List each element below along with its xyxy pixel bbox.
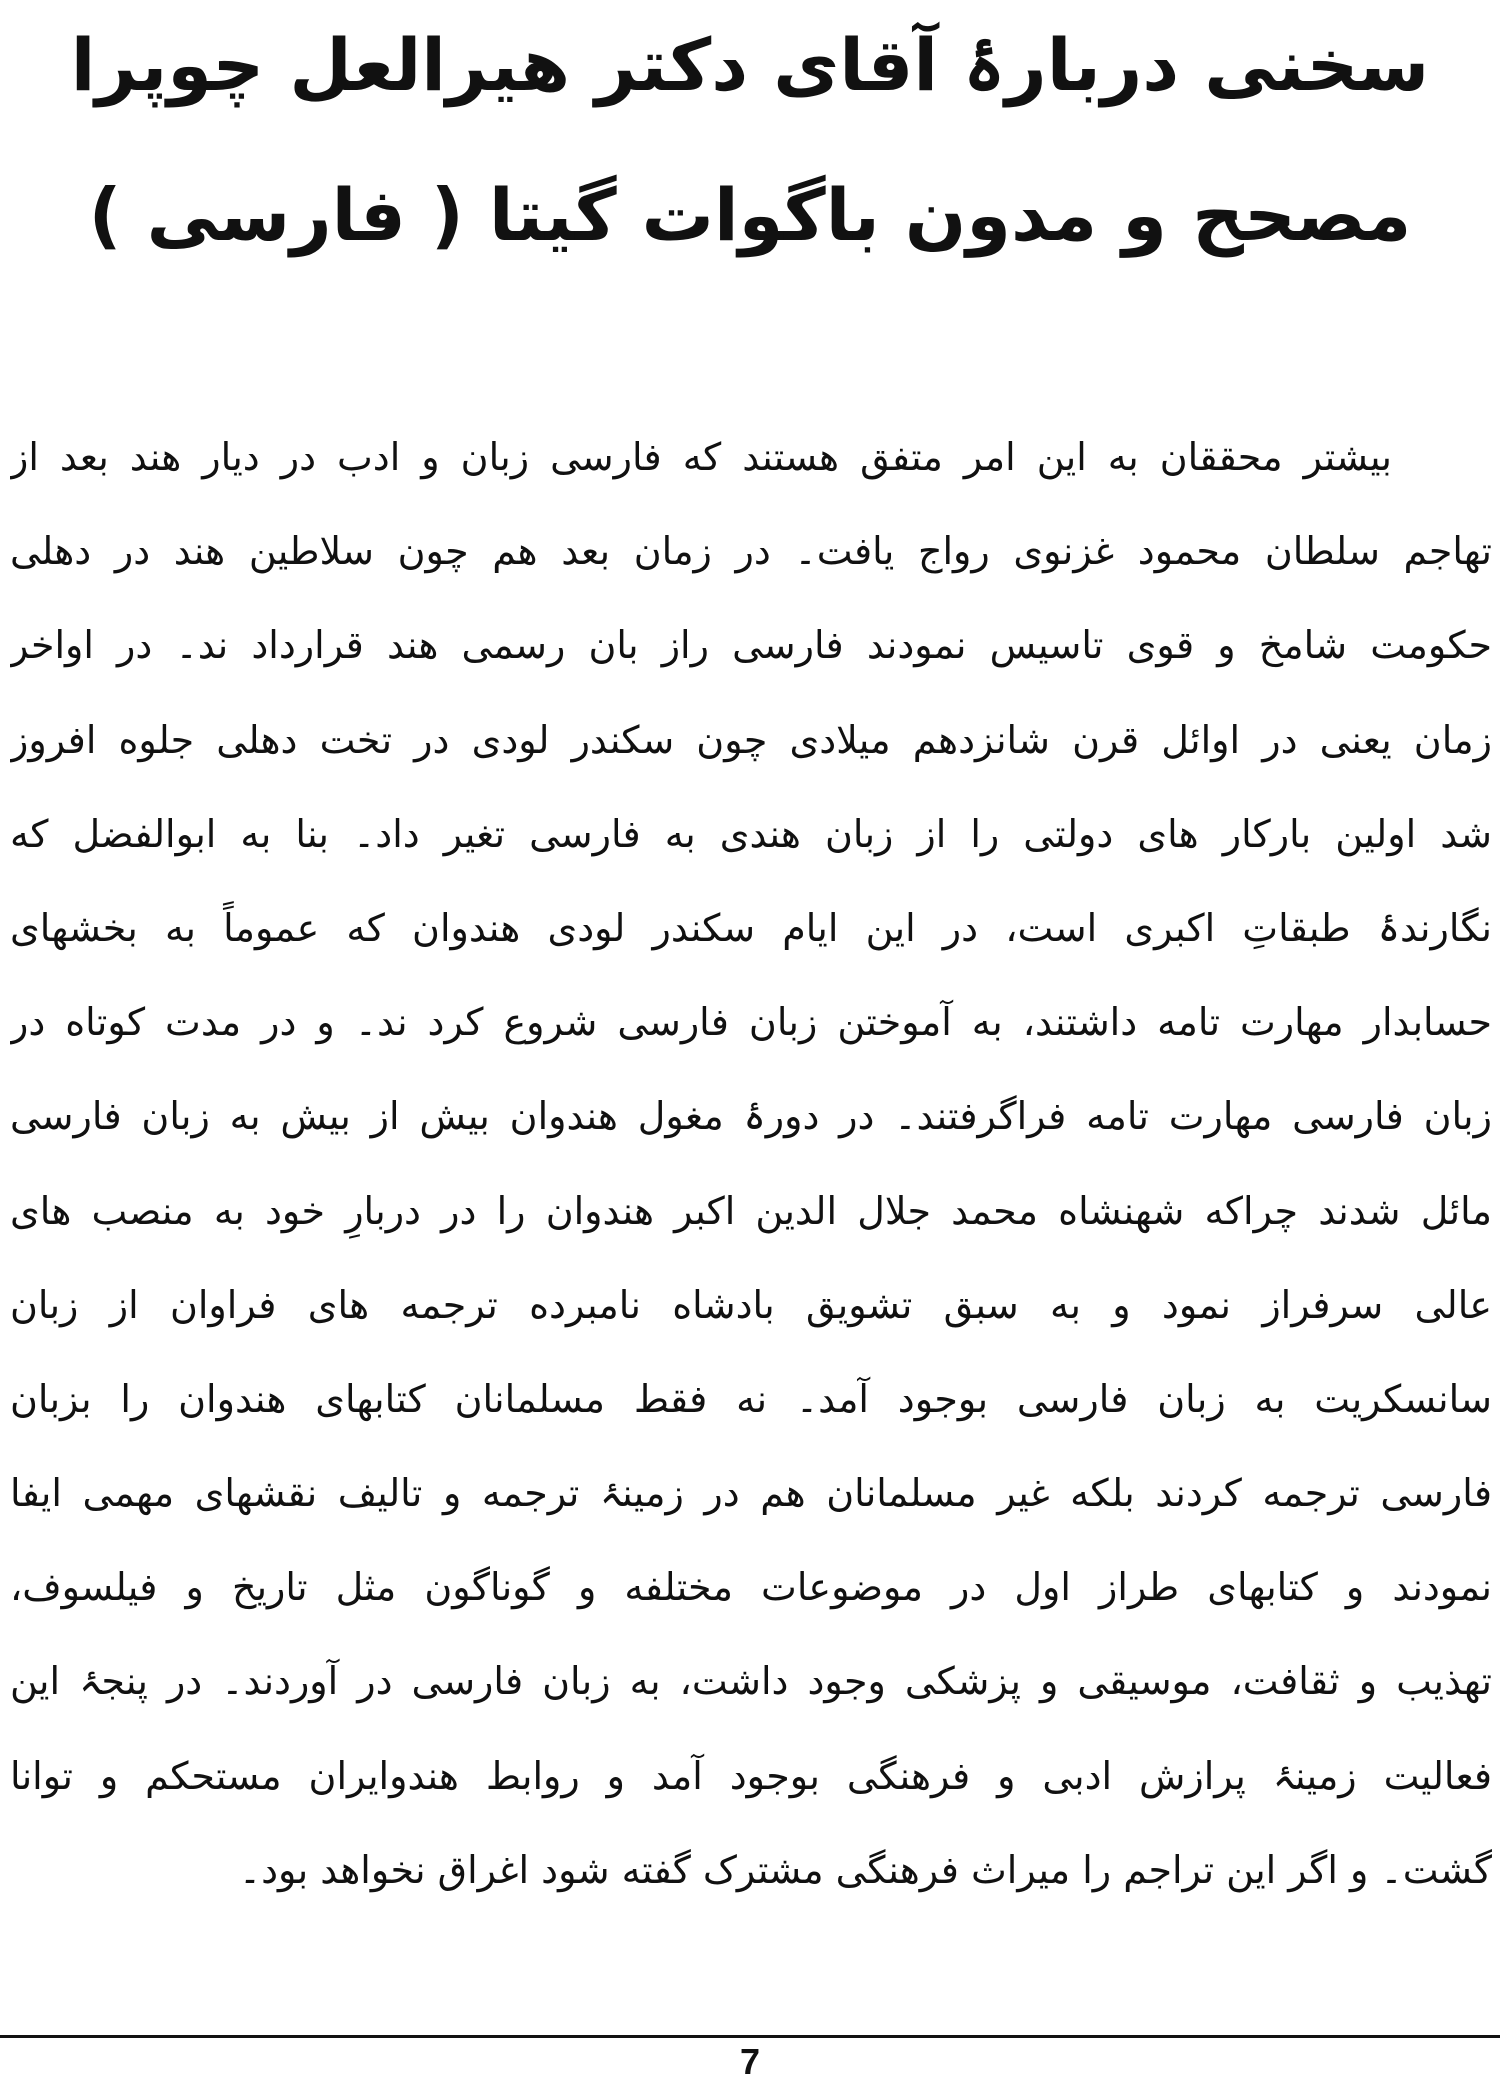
body-line: مائل شدند چراکه شهنشاه محمد جلال الدین اکبر هندوان را در دربارِ خود به منصب های — [10, 1188, 1492, 1233]
body-line: گشت۔ و اگر این تراجم را میراث فرهنگی مشترک گفته شود اغراق نخواهد بود۔ — [238, 1847, 1492, 1892]
body-line: زبان فارسی مهارت تامه فراگرفتند۔ در دورۂ مغول هندوان بیش از بیش به زبان فارسی — [10, 1094, 1492, 1139]
body-line: نمودند و کتابهای طراز اول در موضوعات مختلفه و گوناگون مثل تاریخ و فیلسوف، — [10, 1565, 1492, 1610]
body-line: فعالیت زمینۂ پرازش ادبی و فرهنگی بوجود آمد و روابط هندوایران مستحکم و توانا — [10, 1753, 1492, 1798]
body-line: فارسی ترجمه کردند بلکه غیر مسلمانان هم در زمینۂ ترجمه و تالیف نقشهای مهمی ایفا — [10, 1471, 1492, 1516]
body-line: زمان یعنی در اوائل قرن شانزدهم میلادی چون سکندر لودی در تخت دهلی جلوه افروز — [10, 717, 1492, 762]
body-line: تهاجم سلطان محمود غزنوی رواج یافت۔ در زمان بعد هم چون سلاطین هند در دهلی — [10, 529, 1492, 574]
body-line: حکومت شامخ و قوی تاسیس نمودند فارسی راز بان رسمی هند قرارداد ند۔ در اواخر — [10, 623, 1492, 668]
footer-divider — [0, 2035, 1500, 2038]
body-line: تهذیب و ثقافت، موسیقی و پزشکی وجود داشت، به زبان فارسی در آوردند۔ در پنجۂ این — [10, 1659, 1492, 1704]
body-line: عالی سرفراز نمود و به سبق تشویق بادشاه نامبرده ترجمه های فراوان از زبان — [10, 1282, 1492, 1327]
body-line: شد اولین بارکار های دولتی را از زبان هندی به فارسی تغیر داد۔ بنا به ابوالفضل که — [10, 811, 1492, 856]
title-line-1: سخنی دربارۂ آقای دکتر هیرالعل چوپرا — [70, 23, 1430, 107]
body-line: سانسکریت به زبان فارسی بوجود آمد۔ نه فقط مسلمانان کتابهای هندوان را بزبان — [10, 1376, 1492, 1421]
body-line: حسابدار مهارت تامه داشتند، به آموختن زبان فارسی شروع کرد ند۔ و در مدت کوتاه در — [10, 1000, 1492, 1045]
body-line: بیشتر محققان به این امر متفق هستند که فارسی زبان و ادب در دیار هند بعد از — [10, 435, 1392, 479]
page-number: 7 — [739, 2041, 761, 2082]
body-text — [10, 410, 1492, 1917]
body-line: نگارندۂ طبقاتِ اکبری است، در این ایام سکندر لودی هندوان که عموماً به بخشهای — [10, 905, 1492, 950]
title-line-2: مصحح و مدون باگوات گیتا ( فارسی ) — [88, 173, 1412, 257]
